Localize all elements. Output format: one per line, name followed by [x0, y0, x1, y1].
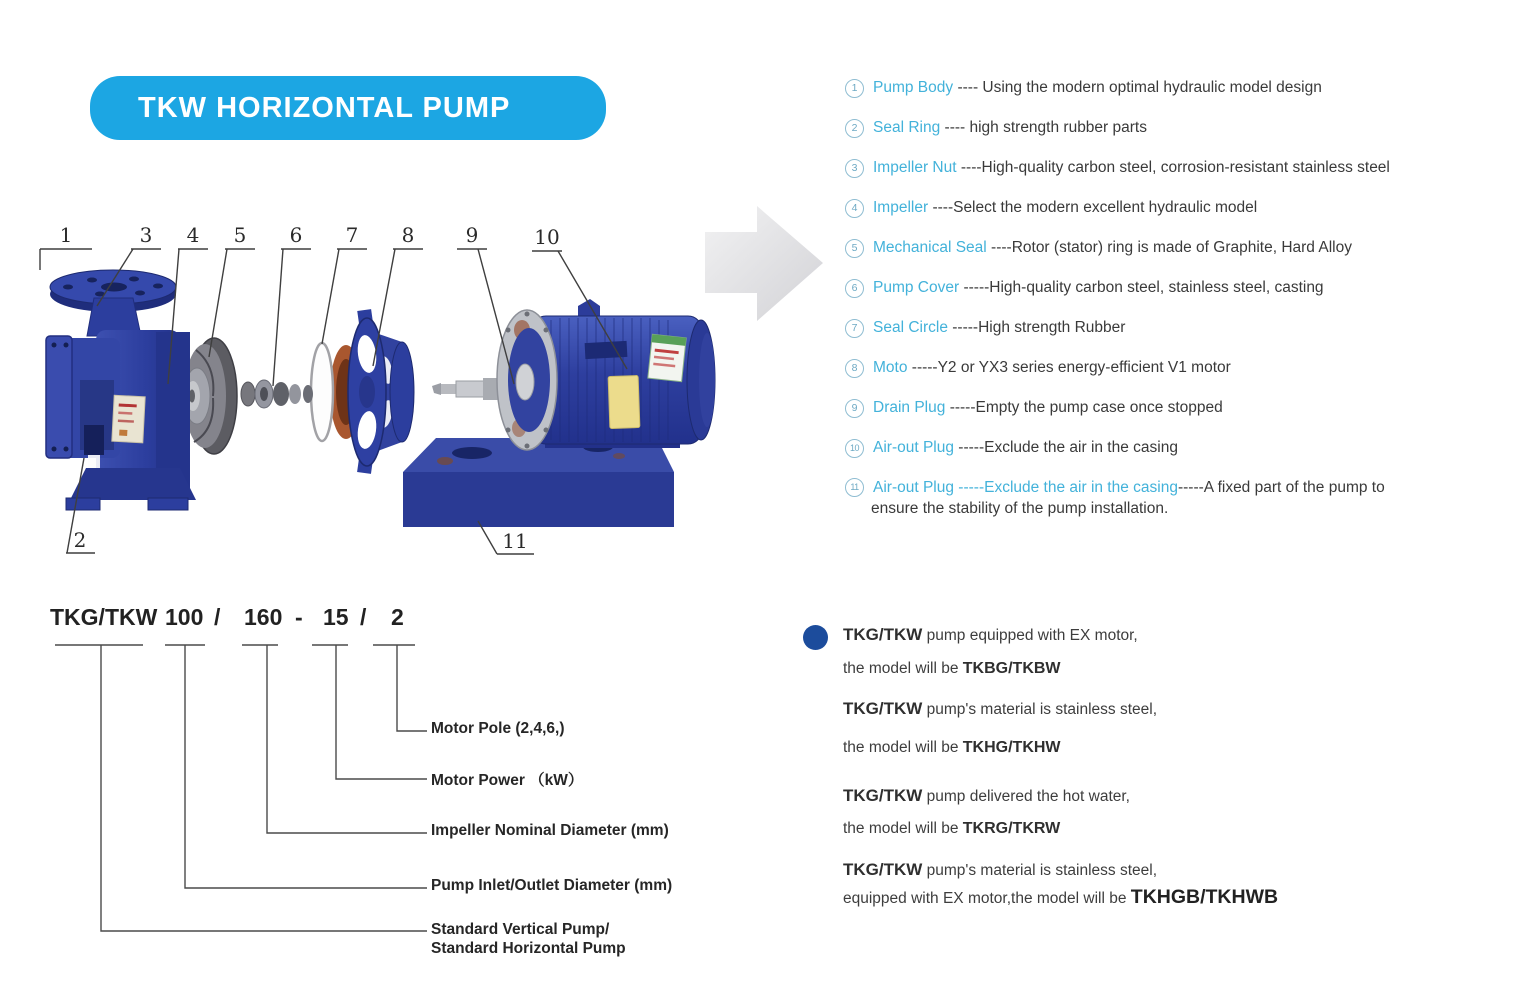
variant-line [843, 660, 1061, 678]
pump-base [403, 436, 680, 527]
variant-text: pump equipped with EX motor, [922, 627, 1138, 644]
callout-numbers [60, 223, 560, 553]
item-number-badge: 7 [845, 319, 864, 338]
impeller [156, 338, 238, 454]
label-pump-type [431, 920, 626, 958]
list-item [845, 428, 1505, 468]
callout-10: 10 [534, 225, 560, 249]
nomenclature-lines [55, 645, 427, 931]
item-number-badge: 2 [845, 119, 864, 138]
callout-8: 8 [401, 223, 415, 247]
model-separator: / [214, 604, 221, 630]
part-name: Air-out Plug [873, 439, 954, 456]
list-item [845, 388, 1505, 428]
item-number-badge: 3 [845, 159, 864, 178]
callout-7: 7 [345, 223, 359, 247]
parts-list [845, 68, 1505, 519]
part-name: Moto [873, 359, 908, 376]
label-inlet-outlet-diameter: Pump Inlet/Outlet Diameter (mm) [431, 877, 673, 894]
brand-text: TKG/TKW [843, 625, 923, 644]
part-description-cyan: -----Exclude the air in the casing [953, 479, 1178, 496]
part-description: -----A fixed part of the pump to [1177, 479, 1385, 496]
part-description: ----High-quality carbon steel, corrosion-resistant stainless steel [956, 159, 1390, 176]
variant-line [843, 699, 1157, 719]
part-name: Seal Circle [873, 319, 948, 336]
variant-line [843, 625, 1138, 645]
model-inlet-diameter: 100 [165, 604, 204, 630]
seal-circle [311, 343, 333, 441]
model-series: TKG/TKW [50, 604, 158, 630]
item-number-badge: 9 [845, 399, 864, 418]
model-separator: - [295, 604, 303, 630]
variant-text: pump's material is stainless steel, [922, 862, 1158, 879]
callout-5: 5 [233, 223, 247, 247]
part-description: -----Y2 or YX3 series energy-efficient V1 motor [907, 359, 1231, 376]
part-name: Impeller [873, 199, 929, 216]
item-number-badge: 10 [845, 439, 864, 458]
callout-2: 2 [73, 528, 87, 552]
pump-body-label [112, 395, 145, 443]
part-name: Mechanical Seal [873, 239, 987, 256]
part-name: Drain Plug [873, 399, 946, 416]
variant-text: the model will be [843, 739, 963, 756]
list-item [845, 188, 1505, 228]
item-number-badge: 5 [845, 239, 864, 258]
part-name: Pump Body [873, 79, 954, 96]
label-pump-type-line2: Standard Horizontal Pump [431, 940, 626, 957]
callout-4: 4 [186, 223, 200, 247]
list-item [845, 228, 1505, 268]
part-description: ---- high strength rubber parts [940, 119, 1147, 136]
callout-11: 11 [502, 529, 528, 553]
page-title: TKW HORIZONTAL PUMP [138, 91, 511, 124]
label-motor-power: Motor Power （kW） [431, 772, 584, 789]
list-item [845, 468, 1505, 519]
callout-3: 3 [139, 223, 153, 247]
variant-line [843, 860, 1157, 880]
variant-line [843, 739, 1061, 757]
variant-text: pump delivered the hot water, [922, 788, 1130, 805]
callout-9: 9 [465, 223, 479, 247]
part-description: -----High-quality carbon steel, stainless steel, casting [959, 279, 1324, 296]
part-description: -----Exclude the air in the casing [953, 439, 1178, 456]
list-item [845, 348, 1505, 388]
pump-cover [330, 309, 414, 474]
model-text: TKBG/TKBW [962, 660, 1061, 677]
variant-line [843, 820, 1060, 838]
callout-6: 6 [289, 223, 303, 247]
pump-body [46, 270, 196, 510]
list-item [845, 148, 1505, 188]
item-number-badge: 1 [845, 79, 864, 98]
brand-text: TKG/TKW [843, 786, 923, 805]
variant-text: the model will be [843, 660, 963, 677]
brand-text: TKG/TKW [843, 860, 923, 879]
list-item [845, 308, 1505, 348]
model-text: TKHG/TKHW [962, 739, 1061, 756]
part-description: ---- Using the modern optimal hydraulic model design [953, 79, 1322, 96]
label-pump-type-line1: Standard Vertical Pump/ [431, 921, 610, 938]
label-impeller-diameter: Impeller Nominal Diameter (mm) [431, 822, 669, 839]
variant-text: pump's material is stainless steel, [922, 701, 1158, 718]
model-separator: / [360, 604, 367, 630]
list-item [845, 68, 1505, 108]
part-description: ----Rotor (stator) ring is made of Graphite, Hard Alloy [986, 239, 1352, 256]
item-number-badge: 4 [845, 199, 864, 218]
part-description: -----Empty the pump case once stopped [945, 399, 1223, 416]
bullet-icon [803, 625, 828, 650]
part-description-line2: ensure the stability of the pump installation. [871, 500, 1169, 517]
part-name: Seal Ring [873, 119, 941, 136]
label-motor-pole: Motor Pole (2,4,6,) [431, 720, 565, 737]
part-name: Air-out Plug [873, 479, 954, 496]
variant-text: equipped with EX motor,the model will be [843, 890, 1131, 907]
variant-text: the model will be [843, 820, 963, 837]
right-arrow-icon [705, 206, 823, 321]
model-motor-power: 15 [323, 604, 349, 630]
model-text: TKHGB/TKHWB [1130, 886, 1279, 908]
callout-1: 1 [59, 223, 73, 247]
list-item [845, 108, 1505, 148]
model-motor-pole: 2 [391, 604, 404, 630]
variant-line [843, 786, 1130, 806]
list-item [845, 268, 1505, 308]
item-number-badge: 11 [845, 478, 864, 497]
motor [432, 299, 715, 450]
model-text: TKRG/TKRW [962, 820, 1061, 837]
mechanical-seal-parts [227, 380, 313, 408]
part-description: -----High strength Rubber [947, 319, 1126, 336]
item-number-badge: 8 [845, 359, 864, 378]
brand-text: TKG/TKW [843, 699, 923, 718]
callout-leader-lines [40, 249, 627, 554]
title-banner [90, 76, 606, 140]
part-name: Impeller Nut [873, 159, 957, 176]
motor-nameplate [608, 375, 640, 428]
part-name: Pump Cover [873, 279, 960, 296]
model-impeller-diameter: 160 [244, 604, 283, 630]
part-description: ----Select the modern excellent hydraulic model [928, 199, 1258, 216]
item-number-badge: 6 [845, 279, 864, 298]
motor-sticker [648, 334, 686, 381]
variant-line [843, 886, 1278, 909]
